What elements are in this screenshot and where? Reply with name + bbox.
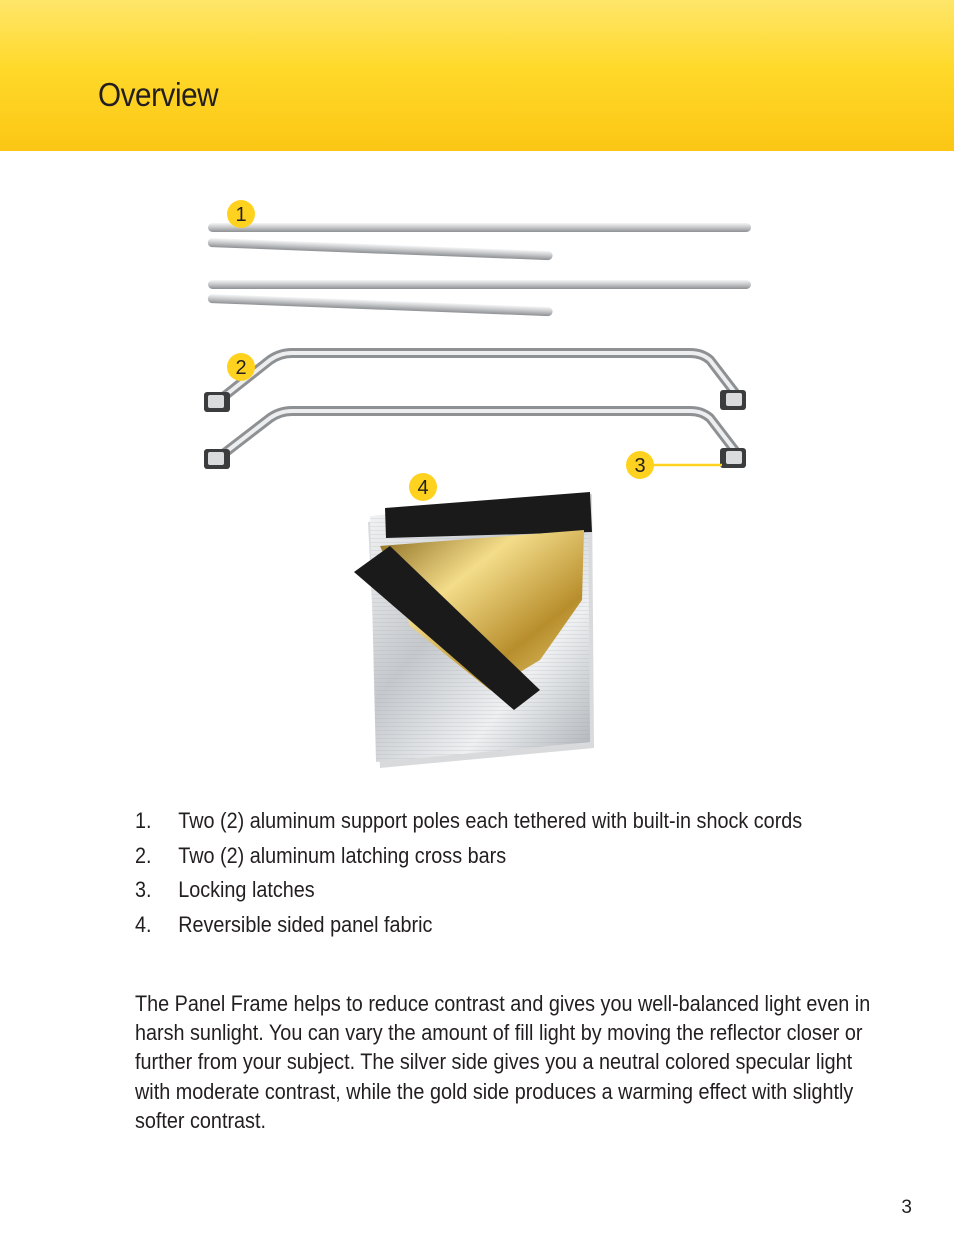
support-pole-2	[208, 280, 751, 316]
parts-list	[135, 804, 876, 942]
support-pole-1	[208, 223, 751, 260]
description-paragraph: The Panel Frame helps to reduce contrast and gives you well-balanced light even in harsh sunlight. You can vary the amount of fill light by moving the reflector closer or further from your subject. The silver side gives you a neutral colored specular light with moderate contrast, while the gold side produces a warming effect with slightly softer contrast.	[135, 991, 871, 1133]
svg-text:3: 3	[634, 455, 646, 477]
page-number: 3	[901, 1197, 912, 1218]
list-number: 1.	[135, 808, 152, 833]
latch-icon	[204, 392, 230, 412]
callout-3	[626, 451, 654, 479]
product-illustration	[190, 190, 770, 780]
callout-2	[227, 353, 255, 381]
cross-bar-1	[204, 353, 746, 412]
list-text: Two (2) aluminum support poles each tethered with built-in shock cords	[178, 808, 803, 833]
list-item	[135, 839, 802, 874]
header-banner	[0, 0, 954, 151]
cross-bar-2	[204, 411, 746, 469]
svg-text:2: 2	[235, 357, 247, 379]
product-figure	[190, 190, 770, 780]
list-number: 2.	[135, 842, 152, 868]
list-number: 4.	[135, 911, 152, 937]
latch-icon	[720, 390, 746, 410]
list-text: Locking latches	[178, 877, 315, 902]
svg-text:1: 1	[235, 204, 247, 226]
svg-text:4: 4	[417, 477, 429, 499]
callout-1	[227, 200, 255, 228]
latch-icon	[204, 449, 230, 469]
list-item	[135, 873, 802, 908]
list-item	[135, 804, 802, 839]
list-text: Two (2) aluminum latching cross bars	[178, 842, 507, 868]
locking-latch	[720, 448, 746, 468]
page-title: Overview	[98, 76, 219, 113]
list-item	[135, 908, 802, 943]
list-text: Reversible sided panel fabric	[178, 911, 433, 937]
callout-4	[409, 473, 437, 501]
panel-fabric	[354, 492, 594, 768]
list-number: 3.	[135, 877, 152, 902]
